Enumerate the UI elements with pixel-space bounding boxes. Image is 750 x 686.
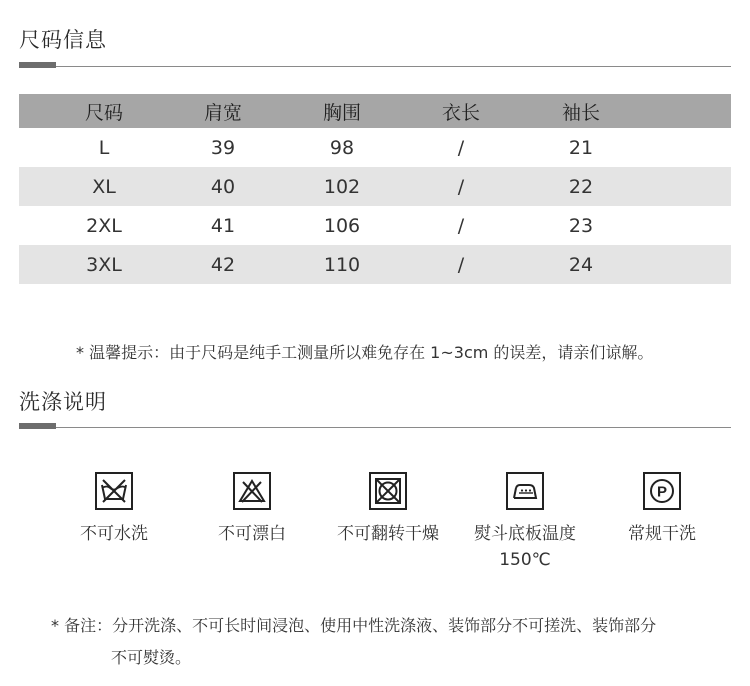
wash-section-accent-bar xyxy=(19,423,56,429)
cell-length: / xyxy=(457,253,465,276)
no-tumble-dry-icon xyxy=(369,472,407,510)
cell-length: / xyxy=(457,214,465,237)
wash-section-divider xyxy=(19,427,731,428)
cell-chest: 102 xyxy=(323,175,361,198)
cell-size: XL xyxy=(92,175,116,198)
header-chest: 胸围 xyxy=(322,101,361,124)
cell-size: 2XL xyxy=(86,214,122,237)
table-row xyxy=(19,245,731,284)
no-wash-icon xyxy=(95,472,133,510)
wash-note-line1: * 备注：分开洗涤、不可长时间浸泡、使用中性洗涤液、装饰部分不可搓洗、装饰部分 xyxy=(51,616,657,635)
care-item-no-tumble-dry xyxy=(323,472,453,544)
cell-chest: 98 xyxy=(329,136,355,159)
cell-chest: 106 xyxy=(323,214,361,237)
cell-shoulder: 40 xyxy=(210,175,236,198)
size-section-accent-bar xyxy=(19,62,56,68)
cell-sleeve: 21 xyxy=(568,136,594,159)
dry-clean-p-icon xyxy=(643,472,681,510)
no-tumble-dry-label: 不可翻转干燥 xyxy=(337,524,439,544)
size-section-title: 尺码信息 xyxy=(19,28,107,52)
cell-sleeve: 24 xyxy=(568,253,594,276)
table-row xyxy=(19,206,731,245)
table-row xyxy=(19,128,731,167)
iron-temperature: 150℃ xyxy=(499,550,551,570)
header-sleeve: 袖长 xyxy=(561,101,600,124)
table-row xyxy=(19,167,731,206)
cell-sleeve: 23 xyxy=(568,214,594,237)
wash-note-line2: 不可熨烫。 xyxy=(111,648,192,667)
cell-shoulder: 42 xyxy=(210,253,236,276)
cell-length: / xyxy=(457,175,465,198)
cell-shoulder: 41 xyxy=(210,214,236,237)
care-item-no-bleach xyxy=(187,472,317,544)
no-bleach-icon xyxy=(233,472,271,510)
wash-section-title: 洗涤说明 xyxy=(19,390,107,414)
size-table xyxy=(19,94,731,284)
cell-shoulder: 39 xyxy=(210,136,236,159)
header-size: 尺码 xyxy=(84,101,123,124)
cell-length: / xyxy=(457,136,465,159)
cell-chest: 110 xyxy=(323,253,361,276)
dry-clean-label: 常规干洗 xyxy=(628,524,696,544)
cell-sleeve: 22 xyxy=(568,175,594,198)
cell-size: 3XL xyxy=(86,253,122,276)
size-section-divider xyxy=(19,66,731,67)
iron-label: 熨斗底板温度 xyxy=(474,524,576,544)
size-tip-note: * 温馨提示：由于尺码是纯手工测量所以难免存在 1~3cm 的误差，请亲们谅解。 xyxy=(76,343,654,362)
header-shoulder: 肩宽 xyxy=(203,101,242,124)
iron-icon xyxy=(506,472,544,510)
size-table-header xyxy=(19,94,731,128)
svg-text:P: P xyxy=(656,483,668,501)
care-item-iron xyxy=(460,472,590,570)
no-bleach-label: 不可漂白 xyxy=(218,524,286,544)
no-wash-label: 不可水洗 xyxy=(80,524,148,544)
care-item-no-wash xyxy=(49,472,179,544)
care-item-dry-clean xyxy=(597,472,727,544)
cell-size: L xyxy=(98,136,110,159)
header-length: 衣长 xyxy=(441,101,480,124)
